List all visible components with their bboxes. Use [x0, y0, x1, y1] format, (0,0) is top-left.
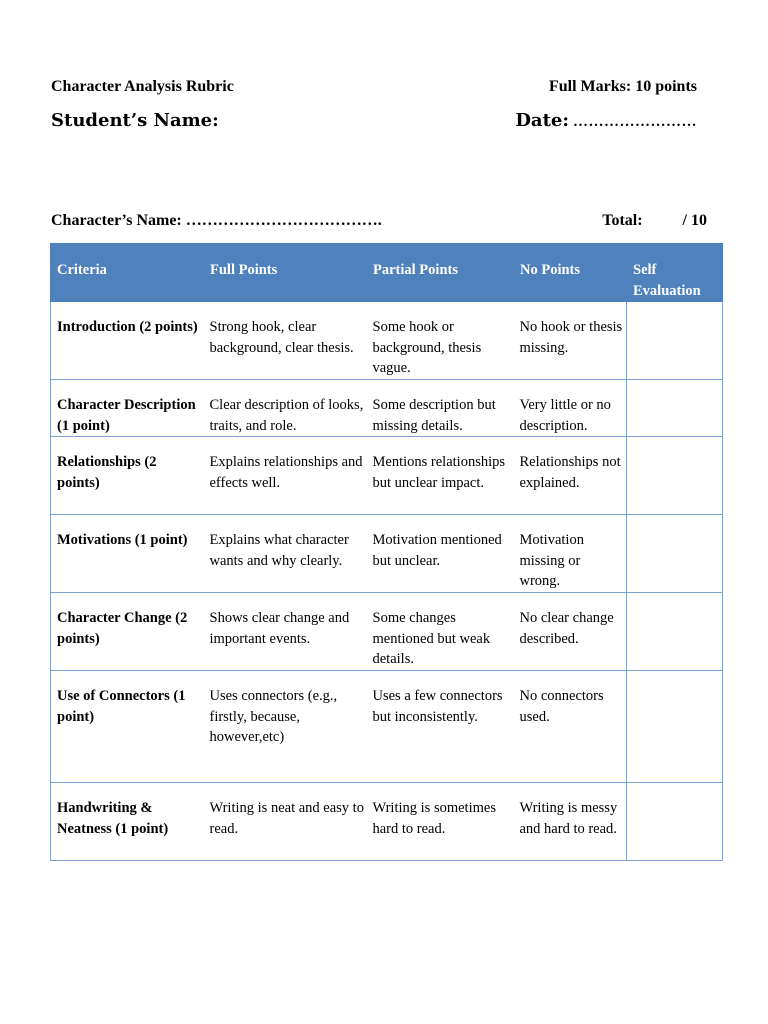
table-row [51, 671, 723, 783]
table-row [51, 437, 723, 515]
character-line [51, 212, 707, 230]
self-evaluation-cell[interactable] [627, 783, 723, 861]
no-points-cell: No connectors used. [514, 671, 627, 783]
student-name-label: Student’s Name: [51, 110, 219, 131]
full-marks: Full Marks: 10 points [548, 78, 697, 95]
self-evaluation-cell[interactable] [627, 515, 723, 593]
criteria-cell: Introduction (2 points) [51, 302, 204, 380]
criteria-cell: Character Change (2 points) [51, 593, 204, 671]
partial-points-cell: Some description but missing details. [367, 380, 514, 437]
criteria-cell: Use of Connectors (1 point) [51, 671, 204, 783]
partial-points-cell: Some hook or background, thesis vague. [367, 302, 514, 380]
table-row [51, 783, 723, 861]
no-points-cell: Writing is messy and hard to read. [514, 783, 627, 861]
no-points-cell: Very little or no description. [514, 380, 627, 437]
criteria-cell: Character Description (1 point) [51, 380, 204, 437]
criteria-cell: Relationships (2 points) [51, 437, 204, 515]
full-points-cell: Uses connectors (e.g., firstly, because, however,etc) [204, 671, 367, 783]
no-points-cell: No hook or thesis missing. [514, 302, 627, 380]
self-evaluation-cell[interactable] [627, 593, 723, 671]
table-row [51, 593, 723, 671]
character-name-label: Character’s Name: [51, 212, 182, 229]
full-points-cell: Writing is neat and easy to read. [204, 783, 367, 861]
column-header-self-evaluation: Self Evaluation [627, 244, 723, 302]
table-row [51, 380, 723, 437]
no-points-cell: No clear change described. [514, 593, 627, 671]
full-points-cell: Clear description of looks, traits, and role. [204, 380, 367, 437]
no-points-cell: Relationships not explained. [514, 437, 627, 515]
full-points-cell: Strong hook, clear background, clear thesis. [204, 302, 367, 380]
rubric-title: Character Analysis Rubric [51, 78, 234, 95]
self-evaluation-cell[interactable] [627, 437, 723, 515]
total-field [602, 212, 707, 230]
full-points-cell: Explains relationships and effects well. [204, 437, 367, 515]
criteria-cell: Motivations (1 point) [51, 515, 204, 593]
rubric-table [50, 243, 723, 861]
title-line [51, 78, 697, 96]
no-points-cell: Motivation missing or wrong. [514, 515, 627, 593]
character-name-field [51, 212, 382, 230]
column-header-criteria: Criteria [51, 244, 204, 302]
partial-points-cell: Mentions relationships but unclear impact. [367, 437, 514, 515]
table-row [51, 302, 723, 380]
student-line [51, 110, 697, 131]
table-row [51, 515, 723, 593]
character-name-blank: ………………………………. [185, 212, 382, 229]
partial-points-cell: Uses a few connectors but inconsistently. [367, 671, 514, 783]
total-value: / 10 [682, 212, 707, 229]
self-evaluation-cell[interactable] [627, 380, 723, 437]
full-points-cell: Explains what character wants and why clearly. [204, 515, 367, 593]
self-evaluation-cell[interactable] [627, 302, 723, 380]
partial-points-cell: Some changes mentioned but weak details. [367, 593, 514, 671]
column-header-no-points: No Points [514, 244, 627, 302]
self-evaluation-cell[interactable] [627, 671, 723, 783]
column-header-partial-points: Partial Points [367, 244, 514, 302]
table-header-row [51, 244, 723, 302]
total-label: Total: [602, 212, 643, 229]
criteria-cell: Handwriting & Neatness (1 point) [51, 783, 204, 861]
date-label: Date: [515, 110, 569, 131]
column-header-full-points: Full Points [204, 244, 367, 302]
full-points-cell: Shows clear change and important events. [204, 593, 367, 671]
date-field [515, 110, 697, 131]
date-blank: …………………… [573, 114, 697, 130]
partial-points-cell: Writing is sometimes hard to read. [367, 783, 514, 861]
partial-points-cell: Motivation mentioned but unclear. [367, 515, 514, 593]
